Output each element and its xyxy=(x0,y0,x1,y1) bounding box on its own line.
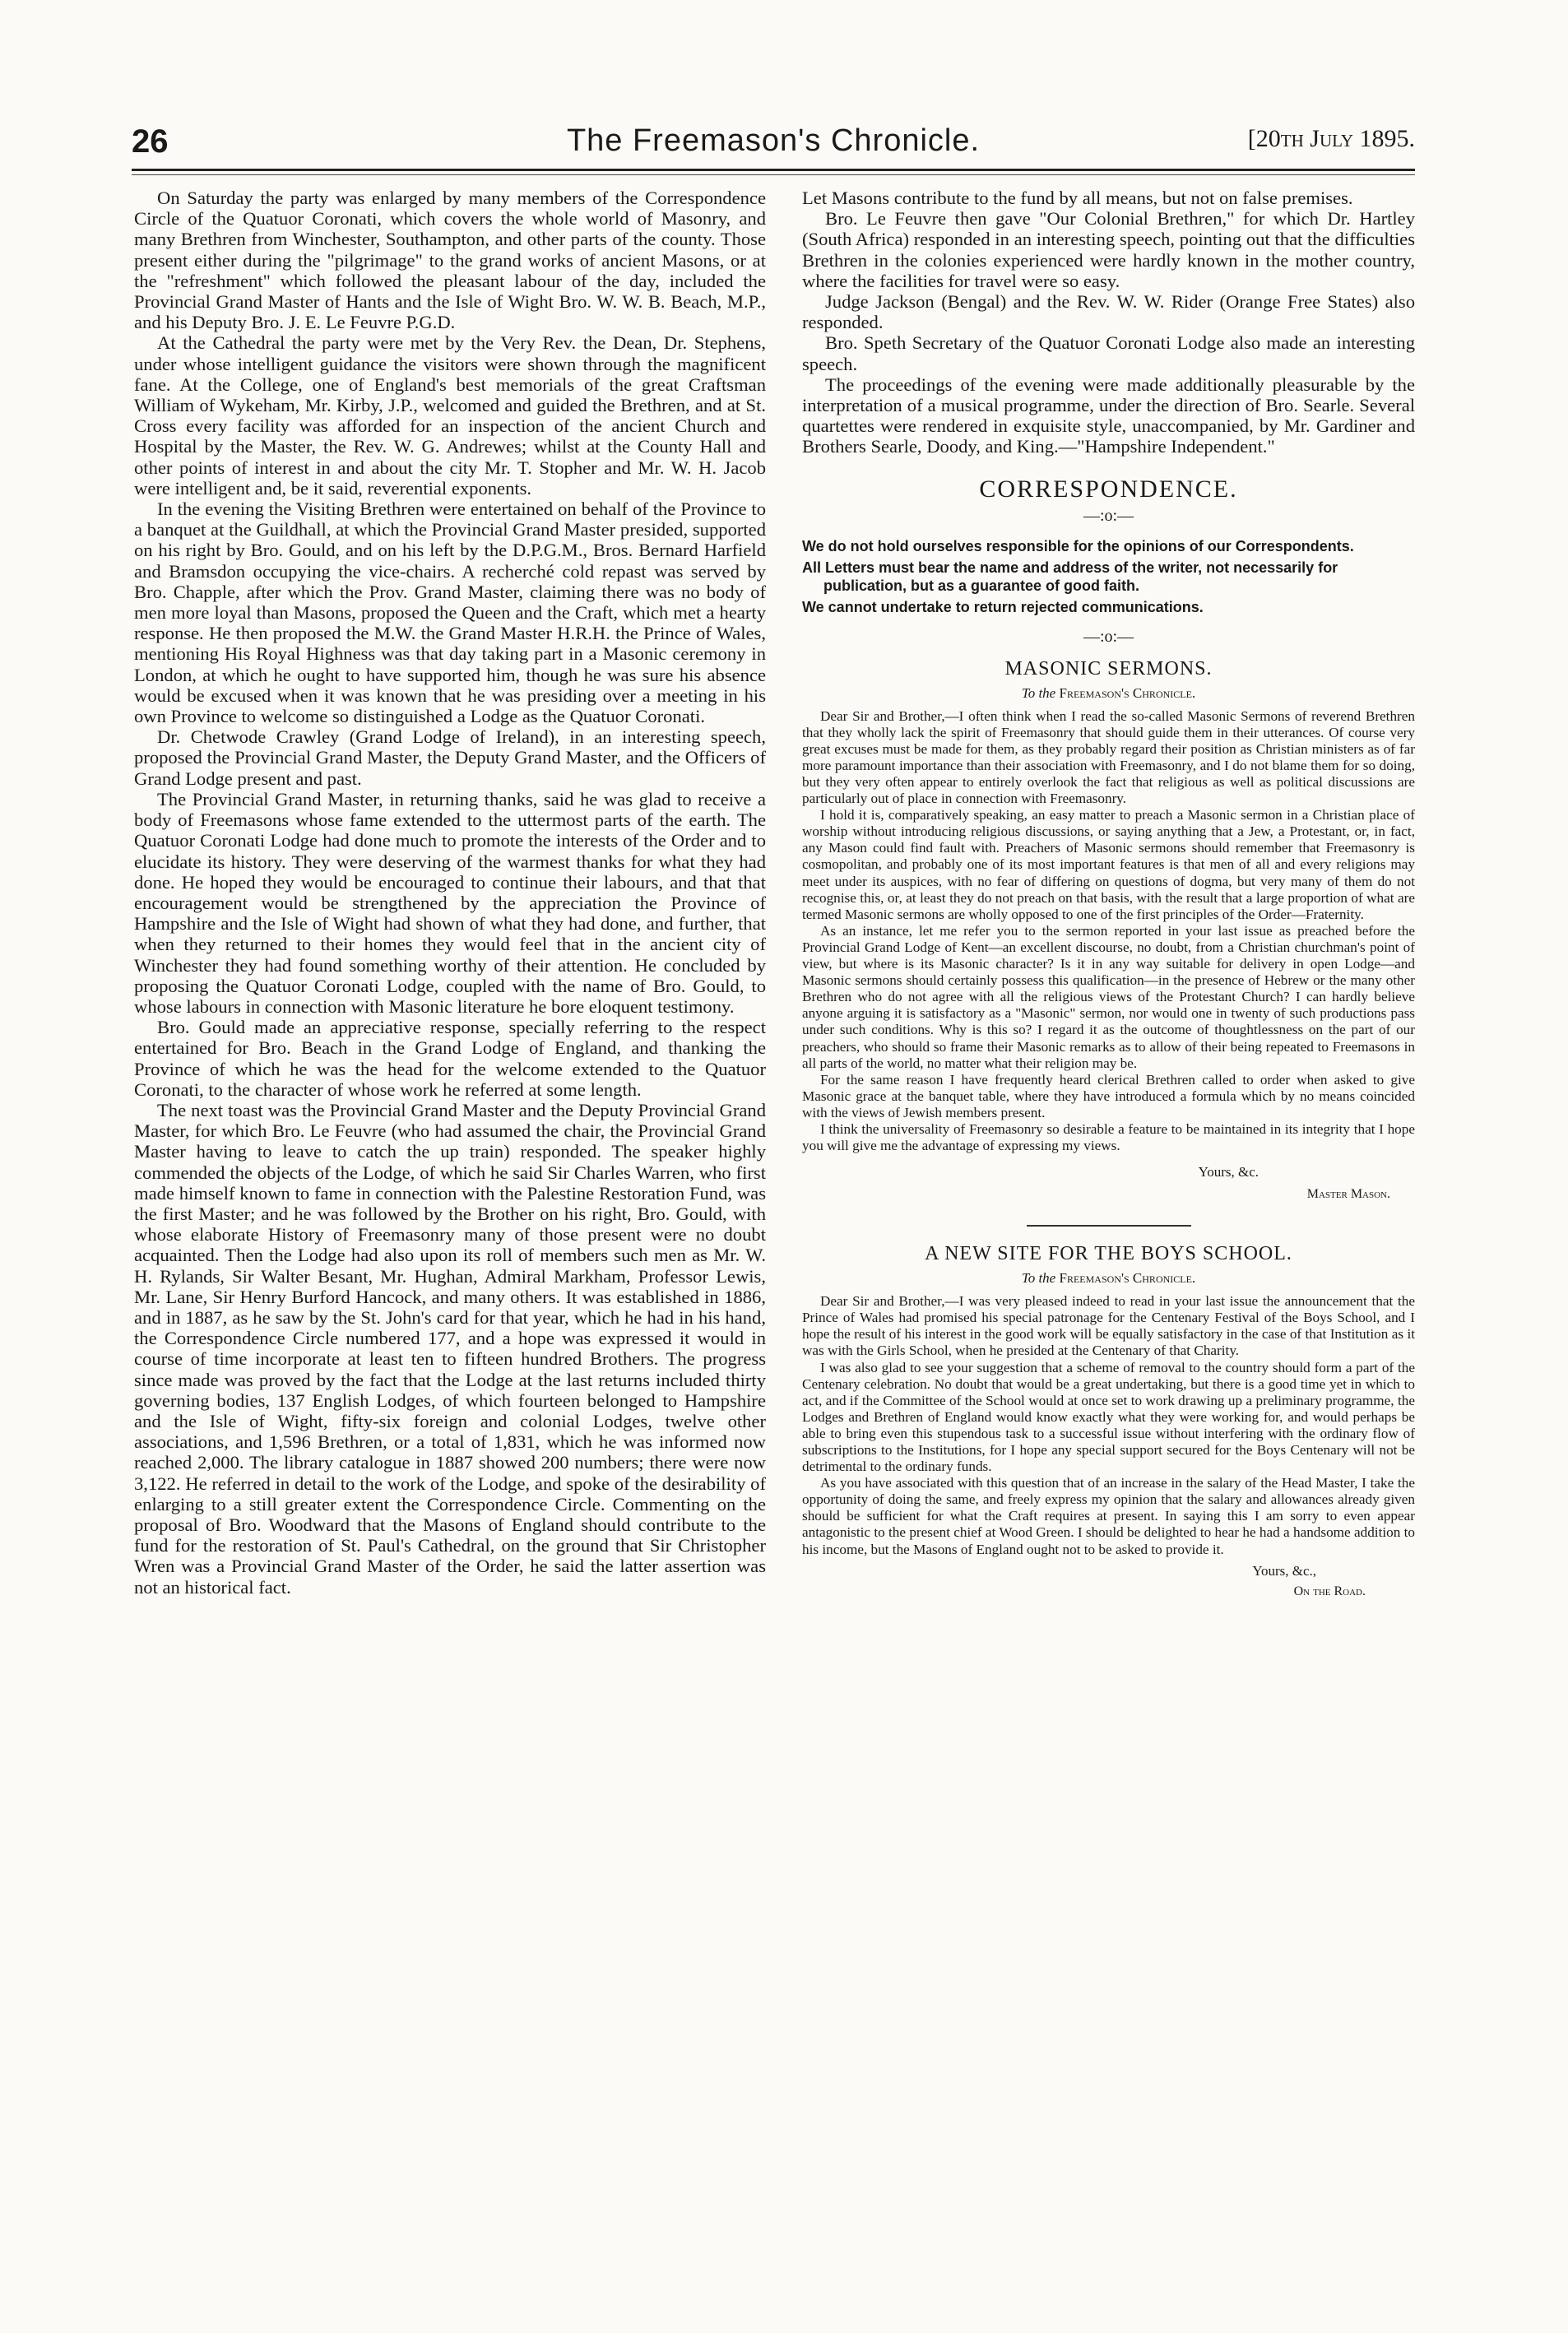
right-column xyxy=(802,188,1415,1599)
article-paragraph: Bro. Le Feuvre then gave "Our Colonial Brethren," for which Dr. Hartley (South Africa) responded in an interesting speech, pointing out that the difficulties Brethren in the colonies experienced were hardly known in the mother country, where the facilities for travel were so easy. xyxy=(802,208,1415,291)
letter-addressee xyxy=(802,1270,1415,1287)
letter-paragraph: Dear Sir and Brother,—I often think when I read the so-called Masonic Sermons of reverend Brethren that they wholly lack the spirit of Freemasonry that should guide them in their utterances. Of course very great excuses must be made for them, as they probably regard their position as Christian ministers as of far more paramount importance than their association with Freemasonry, and I do not blame them for so doing, but they very often appear to entirely overlook the fact that religious as well as political discussions are particularly out of place in connection with Freemasonry. xyxy=(802,707,1415,807)
letter-signoff: Yours, &c. xyxy=(1198,1164,1259,1180)
article-paragraph: Bro. Gould made an appreciative response, specially referring to the respect entertained for Bro. Beach in the Grand Lodge of England, and thanking the Province of which he was the head for the welcome extended to the Quatuor Coronati, to the character of whose work he referred at some length. xyxy=(134,1017,766,1100)
separator: —:o:— xyxy=(1083,627,1134,646)
letter-paragraph: I was also glad to see your suggestion that a scheme of removal to the country should form a part of the Centenary celebration. No doubt that would be a great undertaking, but there is a good time yet in which to act, and if the Committee of the School would at once set to work drawing up a preliminary programme, the Lodges and Brethren of England would know exactly what they were working for, and would perhaps be able to bring even this stupendous task to a successful issue without interfering with the ordinary flow of subscriptions to the Institutions, for I hope any special support secured for the Boys Centenary will not be detrimental to the ordinary funds. xyxy=(802,1359,1415,1475)
letter-masonic-sermons xyxy=(802,658,1415,1203)
header-rule xyxy=(132,169,1415,171)
separator: —:o:— xyxy=(1083,506,1134,525)
issue-date: [20th July 1895. xyxy=(1247,125,1415,152)
letter-paragraph: As an instance, let me refer you to the sermon reported in your last issue as preached before the Provincial Grand Lodge of Kent—an excellent discourse, no doubt, from a Christian churchman's point of view, but where is its Masonic character? Is it in any way suitable for delivery in open Lodge—and Masonic sermons should certainly possess this qualification—in the presence of Hebrew or the many other Brethren who do not agree with all the religious views of the Protestant Church? I can hardly believe anyone arguing it is satisfactory as a "Masonic" sermon, nor would one in twenty of such productions pass under such conditions. Why is this so? I regard it as the outcome of thoughtlessness on the part of our preachers, who should so frame their Masonic remarks as to allow of their being repeated to Freemasons in all parts of the world, no matter what their religion may be. xyxy=(802,922,1415,1071)
left-column xyxy=(134,188,766,1598)
article-paragraph: Let Masons contribute to the fund by all means, but not on false premises. xyxy=(802,188,1353,208)
addressee-name: Freemason's Chronicle. xyxy=(1059,1270,1196,1287)
page-header xyxy=(132,123,1415,165)
letter-signoff: Yours, &c., xyxy=(1252,1562,1316,1579)
article-paragraph: The Provincial Grand Master, in returning thanks, said he was glad to receive a body of Freemasons whose fame extended to the uttermost parts of the earth. The Quatuor Coronati Lodge had done much to promote the interests of the Order and to elucidate its history. They were deserving of the warmest thanks for what they had done. He hoped they would be encouraged to continue their labours, and that that encouragement would be strengthened by the appreciation the Province of Hampshire and the Isle of Wight had shown of what they had done, and further, that when they returned to their homes they would feel that in the ancient city of Winchester they had found something worthy of their attention. He concluded by proposing the Quatuor Coronati Lodge, coupled with the name of Bro. Gould, to whose labours in connection with Masonic literature he bore eloquent testimony. xyxy=(134,788,766,1017)
addressee-name: Freemason's Chronicle. xyxy=(1059,684,1196,701)
letter-paragraph: For the same reason I have frequently heard clerical Brethren called to order when asked to give Masonic grace at the banquet table, where they have introduced a formula which by no means coincided with the views of Jewish members present. xyxy=(802,1071,1415,1120)
addressee-prefix: To the xyxy=(1021,684,1056,701)
editorial-notice: All Letters must bear the name and address of the writer, not necessarily for publication, but as a guarantee of good faith. xyxy=(802,559,1338,594)
letter-signature: On the Road. xyxy=(1293,1584,1366,1598)
letter-paragraph: I think the universality of Freemasonry so desirable a feature to be maintained in its integrity that I hope you will give me the advantage of expressing my views. xyxy=(802,1120,1415,1154)
page-number: 26 xyxy=(132,123,169,160)
article-paragraph: At the Cathedral the party were met by the Very Rev. the Dean, Dr. Stephens, under whose intelligent guidance the visitors were shown through the magnificent fane. At the College, one of England's best memorials of the great Craftsman William of Wykeham, Mr. Kirby, J.P., welcomed and guided the Brethren, and at St. Cross every facility was afforded for an inspection of the ancient Church and Hospital by the Master, the Rev. W. G. Andrewes; whilst at the County Hall and other points of interest in and about the city Mr. T. Stopher and Mr. W. H. Jacob were intelligent and, be it said, reverential exponents. xyxy=(134,332,766,499)
section-divider xyxy=(1027,1225,1191,1227)
letter-paragraph: As you have associated with this question that of an increase in the salary of the Head Master, I take the opportunity of doing the same, and freely express my opinion that the salary and allowances already given should be sufficient for what the Craft requires at present. In saying this I am sorry to even appear antagonistic to the present chief at Wood Green. I should be delighted to hear he had a handsome addition to his income, but the Masons of England ought not to be asked to provide it. xyxy=(802,1475,1415,1557)
letter-paragraph: Dear Sir and Brother,—I was very pleased indeed to read in your last issue the announcement that the Prince of Wales had promised his special patronage for the Centenary Festival of the Boys School, and I hope the result of his interest in the good work will be equally satisfactory in the case of that Institution as it was with the Girls School, when he presided at the Centenary of that Charity. xyxy=(802,1293,1415,1359)
article-paragraph: The proceedings of the evening were made additionally pleasurable by the interpretation of a musical programme, under the direction of Bro. Searle. Several quartettes were rendered in exquisite style, unaccompanied, by Mr. Gardiner and Brothers Searle, Doody, and King.—"Hampshire Independent." xyxy=(802,373,1415,457)
header-rule-thin xyxy=(132,174,1415,175)
letter-title: A NEW SITE FOR THE BOYS SCHOOL. xyxy=(925,1243,1292,1265)
letter-paragraph: I hold it is, comparatively speaking, an easy matter to preach a Masonic sermon in a Christian place of worship without introducing religious discussions, or saying anything that a Jew, a Protestant, or, in fact, any Mason could find fault with. Preachers of Masonic sermons should remember that Freemasonry is cosmopolitan, and probably one of its most important features is that men of all and every religions may meet under its auspices, with no fear of differing on questions of dogma, but very many of them do not recognise this, or, at least they do not preach on that basis, with the result that a large proportion of what are termed Masonic sermons are wholly opposed to one of the first principles of the Order—Fraternity. xyxy=(802,807,1415,922)
masthead-title: The Freemason's Chronicle. xyxy=(566,123,981,158)
article-paragraph: In the evening the Visiting Brethren were entertained on behalf of the Province to a banquet at the Guildhall, at which the Provincial Grand Master presided, supported on his right by Bro. Gould, and on his left by the D.P.G.M., Bros. Bernard Harfield and Bramsdon occupying the vice-chairs. A recherché cold repast was served by Bro. Chapple, after which the Prov. Grand Master, claiming there was no body of men more loyal than Masons, proposed the Queen and the Craft, which met a hearty response. He then proposed the M.W. the Grand Master H.R.H. the Prince of Wales, mentioning His Royal Highness was that day taking part in a Masonic ceremony in London, at which he ought to have supported him, though he was sure his absence would be excused when it was known that he was presiding over a meeting in his own Province to welcome so distinguished a Lodge as the Quatuor Coronati. xyxy=(134,499,766,727)
article-continuation xyxy=(802,188,1415,457)
letter-addressee xyxy=(802,685,1415,702)
article-paragraph: Bro. Speth Secretary of the Quatuor Coronati Lodge also made an interesting speech. xyxy=(802,332,1415,374)
letter-boys-school xyxy=(802,1243,1415,1599)
letter-title: MASONIC SERMONS. xyxy=(1004,657,1213,679)
article-paragraph: The next toast was the Provincial Grand Master and the Deputy Provincial Grand Master, for which Bro. Le Feuvre (who had assumed the chair, the Provincial Grand Master having to leave to catch the up train) responded. The speaker highly commended the objects of the Lodge, of which he said Sir Charles Warren, who first made himself known to fame in connection with the Palestine Restoration Fund, was the first Master; and he was followed by the Brother on his right, Bro. Gould, with whose elaborate History of Freemasonry many of those present were no doubt acquainted. Then the Lodge had also upon its roll of members such men as Mr. W. H. Rylands, Sir Walter Besant, Mr. Hughan, Admiral Markham, Professor Lewis, Mr. Lane, Sir Henry Burford Hancock, and many others. It was established in 1886, and in 1887, as he saw by the St. John's card for that year, which he had in his hand, the Correspondence Circle numbered 177, and a hope was expressed it would in course of time incorporate at least ten to fifteen hundred Brothers. The progress since made was proved by the fact that the Lodge at the last returns included thirty governing bodies, 137 English Lodges, of which fourteen belonged to Hampshire and the Isle of Wight, fifty-six foreign and colonial Lodges, twelve other associations, and 1,596 Brethren, or a total of 1,831, which he was informed now reached 2,000. The library catalogue in 1887 showed 200 numbers; there were now 3,122. He referred in detail to the work of the Lodge, and spoke of the desirability of enlarging to a still greater extent the Correspondence Circle. Commenting on the proposal of Bro. Woodward that the Masons of England should contribute to the fund for the restoration of St. Paul's Cathedral, on the ground that Sir Christopher Wren was a Provincial Grand Master of the Order, he said the latter assertion was not an historical fact. xyxy=(134,1099,766,1598)
editorial-notice: We cannot undertake to return rejected communications. xyxy=(802,598,1204,615)
article-paragraph: Dr. Chetwode Crawley (Grand Lodge of Ireland), in an interesting speech, proposed the Provincial Grand Master, the Deputy Grand Master, and the Officers of Grand Lodge present and past. xyxy=(134,726,766,789)
editorial-notice: We do not hold ourselves responsible for the opinions of our Correspondents. xyxy=(802,537,1354,554)
article-paragraph: On Saturday the party was enlarged by many members of the Correspondence Circle of the Quatuor Coronati, which covers the whole world of Masonry, and many Brethren from Winchester, Southampton, and other parts of the county. Those present either during the "pilgrimage" to the grand works of ancient Masons, or at the "refreshment" which followed the pleasant labour of the day, included the Provincial Grand Master of Hants and the Isle of Wight Bro. W. W. B. Beach, M.P., and his Deputy Bro. J. E. Le Feuvre P.G.D. xyxy=(134,188,766,333)
addressee-prefix: To the xyxy=(1021,1270,1056,1287)
letter-signature: Master Mason. xyxy=(1306,1187,1390,1202)
article-paragraph: Judge Jackson (Bengal) and the Rev. W. W. Rider (Orange Free States) also responded. xyxy=(802,291,1415,333)
correspondence-heading: CORRESPONDENCE. xyxy=(979,475,1238,503)
